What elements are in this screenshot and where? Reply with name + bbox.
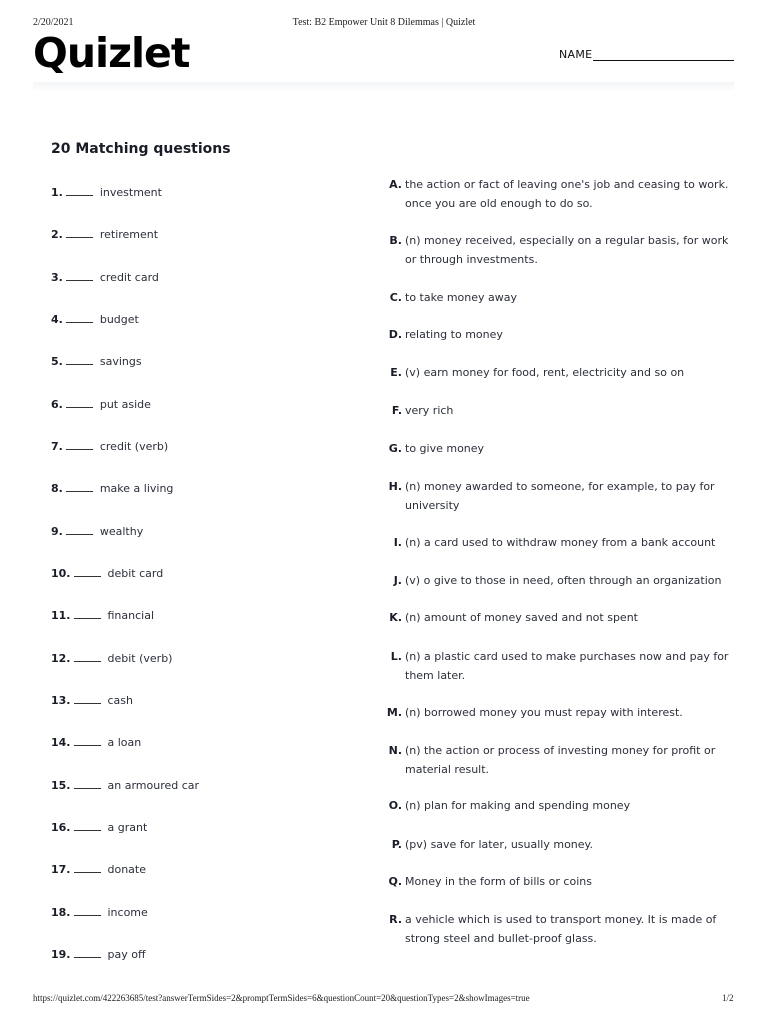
question-item (51, 440, 168, 453)
question-term: retirement (99, 228, 159, 241)
answer-blank[interactable] (74, 694, 101, 704)
answer-option (384, 534, 729, 553)
answer-letter: B. (389, 234, 402, 247)
question-term: a loan (107, 736, 142, 749)
answer-option (384, 232, 729, 269)
answer-letter: K. (389, 611, 402, 624)
name-field (559, 47, 734, 61)
question-item (51, 525, 143, 538)
answer-option (384, 478, 729, 515)
question-term: savings (99, 355, 142, 368)
section-title: 20 Matching questions (51, 141, 231, 157)
question-number: 2. (51, 228, 63, 241)
answer-option (384, 911, 729, 948)
answer-blank[interactable] (66, 482, 93, 492)
answer-letter: I. (393, 536, 402, 549)
answer-option (384, 440, 729, 459)
answer-option (384, 572, 729, 591)
answer-definition: (n) money awarded to someone, for example, to pay for university (405, 480, 715, 512)
answer-option (384, 797, 729, 816)
answer-letter: P. (391, 838, 402, 851)
question-item (51, 567, 163, 580)
answer-definition: (n) plan for making and spending money (405, 799, 631, 812)
question-term: a grant (107, 821, 148, 834)
question-item (51, 355, 142, 368)
answer-letter: Q. (388, 875, 402, 888)
question-term: credit card (99, 271, 159, 284)
question-number: 14. (51, 736, 71, 749)
answer-definition: (n) the action or process of investing money for profit or material result. (405, 744, 716, 776)
answer-blank[interactable] (74, 863, 101, 873)
print-url: https://quizlet.com/422263685/test?answerTermSides=2&promptTermSides=6&questionCount=20&questionTypes=2&showImages=true (33, 993, 530, 1003)
answer-option (384, 873, 729, 892)
answer-option (384, 176, 729, 213)
question-number: 3. (51, 271, 63, 284)
question-number: 8. (51, 482, 63, 495)
question-term: donate (107, 863, 147, 876)
answer-blank[interactable] (74, 779, 101, 789)
answer-blank[interactable] (74, 736, 101, 746)
answer-letter: C. (389, 291, 402, 304)
answer-letter: J. (393, 574, 402, 587)
question-item (51, 863, 146, 876)
answer-blank[interactable] (74, 652, 101, 662)
answer-letter: D. (388, 328, 402, 341)
answer-blank[interactable] (66, 525, 93, 535)
answer-option (384, 326, 729, 345)
answer-blank[interactable] (74, 906, 101, 916)
question-number: 6. (51, 398, 63, 411)
answer-letter: A. (389, 178, 402, 191)
question-number: 13. (51, 694, 71, 707)
question-item (51, 694, 133, 707)
answer-letter: O. (388, 799, 402, 812)
name-label: NAME (559, 48, 593, 61)
answer-option (384, 836, 729, 855)
answer-blank[interactable] (66, 398, 93, 408)
answer-definition: (n) a plastic card used to make purchases now and pay for them later. (405, 650, 729, 682)
question-number: 11. (51, 609, 71, 622)
header-divider (33, 82, 734, 92)
answer-letter: E. (390, 366, 402, 379)
question-item (51, 186, 162, 199)
answer-definition: (n) amount of money saved and not spent (405, 611, 638, 624)
answer-option (384, 289, 729, 308)
answer-letter: F. (391, 404, 402, 417)
question-number: 10. (51, 567, 71, 580)
answer-definition: (v) earn money for food, rent, electricity and so on (405, 366, 685, 379)
question-number: 16. (51, 821, 71, 834)
question-number: 12. (51, 652, 71, 665)
answer-letter: G. (388, 442, 402, 455)
name-blank-line[interactable] (593, 47, 734, 61)
question-number: 9. (51, 525, 63, 538)
answer-option (384, 704, 729, 723)
answer-definition: very rich (405, 404, 454, 417)
answer-blank[interactable] (66, 440, 93, 450)
question-term: budget (99, 313, 139, 326)
answer-definition: (n) money received, especially on a regular basis, for work or through investments. (405, 234, 729, 266)
quizlet-logo[interactable]: Quizlet (33, 29, 190, 77)
answer-definition: relating to money (405, 328, 503, 341)
answer-definition: a vehicle which is used to transport money. It is made of strong steel and bullet-proof glass. (405, 913, 717, 945)
question-number: 15. (51, 779, 71, 792)
question-term: debit card (107, 567, 164, 580)
question-item (51, 482, 173, 495)
question-number: 4. (51, 313, 63, 326)
question-number: 18. (51, 906, 71, 919)
question-item (51, 398, 151, 411)
question-item (51, 271, 159, 284)
question-number: 1. (51, 186, 63, 199)
answer-option (384, 609, 729, 628)
answer-definition: (pv) save for later, usually money. (405, 838, 593, 851)
question-term: wealthy (99, 525, 144, 538)
answer-blank[interactable] (66, 186, 93, 196)
answer-definition: to give money (405, 442, 485, 455)
answer-letter: L. (390, 650, 402, 663)
answer-blank[interactable] (66, 313, 93, 323)
question-number: 19. (51, 948, 71, 961)
answer-letter: H. (388, 480, 402, 493)
answer-blank[interactable] (66, 228, 93, 238)
answer-definition: to take money away (405, 291, 518, 304)
question-term: income (107, 906, 148, 919)
question-item (51, 948, 146, 961)
question-number: 7. (51, 440, 63, 453)
print-date: 2/20/2021 (33, 17, 74, 28)
answer-blank[interactable] (74, 948, 101, 958)
answer-option (384, 364, 729, 383)
question-term: investment (99, 186, 162, 199)
answer-definition: (n) borrowed money you must repay with interest. (405, 706, 683, 719)
question-item (51, 736, 141, 749)
answer-blank[interactable] (74, 609, 101, 619)
question-number: 5. (51, 355, 63, 368)
answer-letter: M. (386, 706, 402, 719)
question-item (51, 652, 172, 665)
answer-blank[interactable] (74, 821, 101, 831)
answer-blank[interactable] (74, 567, 101, 577)
print-page-title: Test: B2 Empower Unit 8 Dilemmas | Quizlet (292, 17, 476, 28)
answer-letter: N. (388, 744, 402, 757)
question-item (51, 313, 139, 326)
answer-definition: Money in the form of bills or coins (405, 875, 592, 888)
answer-blank[interactable] (66, 355, 93, 365)
question-item (51, 779, 199, 792)
question-term: make a living (99, 482, 174, 495)
question-term: debit (verb) (107, 652, 173, 665)
answer-definition: (n) a card used to withdraw money from a bank account (405, 536, 716, 549)
question-term: financial (107, 609, 155, 622)
question-item (51, 906, 148, 919)
question-term: an armoured car (107, 779, 200, 792)
question-term: cash (107, 694, 133, 707)
answer-definition: the action or fact of leaving one's job and ceasing to work. once you are old enough to do so. (405, 178, 729, 210)
answer-option (384, 648, 729, 685)
question-term: credit (verb) (99, 440, 169, 453)
answer-definition: (v) o give to those in need, often through an organization (405, 574, 722, 587)
question-term: put aside (99, 398, 151, 411)
question-term: pay off (107, 948, 146, 961)
question-item (51, 821, 147, 834)
answer-option (384, 402, 729, 421)
answer-blank[interactable] (66, 271, 93, 281)
answer-option (384, 742, 729, 779)
page-number: 1/2 (722, 993, 734, 1003)
question-item (51, 609, 154, 622)
question-item (51, 228, 158, 241)
question-number: 17. (51, 863, 71, 876)
answer-letter: R. (389, 913, 402, 926)
